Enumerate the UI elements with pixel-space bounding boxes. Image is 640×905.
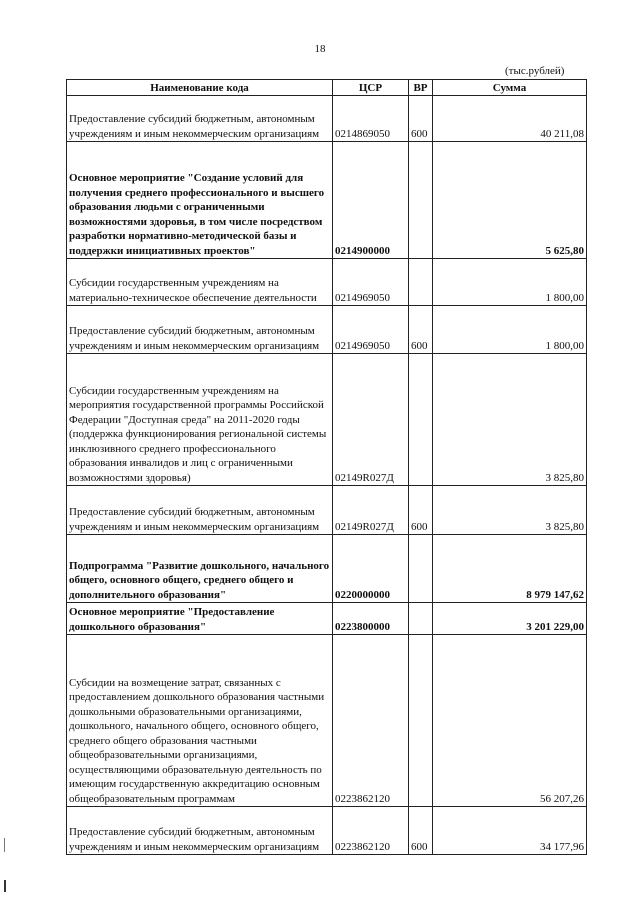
header-name: Наименование кода (67, 80, 333, 96)
row-sum: 8 979 147,62 (433, 535, 587, 603)
row-sum: 3 201 229,00 (433, 603, 587, 635)
table-row (67, 306, 587, 354)
row-vr (409, 635, 433, 807)
row-vr (409, 535, 433, 603)
table-row (67, 96, 587, 142)
row-csr: 0214969050 (333, 259, 409, 306)
row-vr: 600 (409, 486, 433, 535)
units-label: (тыс.рублей) (505, 65, 565, 77)
table-row (67, 603, 587, 635)
row-csr: 0214969050 (333, 306, 409, 354)
table-row (67, 142, 587, 259)
row-csr: 02149R027Д (333, 486, 409, 535)
header-csr: ЦСР (333, 80, 409, 96)
header-vr: ВР (409, 80, 433, 96)
row-csr: 0223800000 (333, 603, 409, 635)
row-vr (409, 142, 433, 259)
row-sum: 5 625,80 (433, 142, 587, 259)
row-vr: 600 (409, 807, 433, 855)
row-csr: 0223862120 (333, 635, 409, 807)
row-name: Предоставление субсидий бюджетным, автономным учреждениям и иным некоммерческим организациям (67, 306, 333, 354)
row-name: Предоставление субсидий бюджетным, автономным учреждениям и иным некоммерческим организациям (67, 807, 333, 855)
row-name: Основное мероприятие "Создание условий для получения среднего профессионального и высшего образования людьми с ограниченными возможностями здоровья, в том числе посредством разработки нормативно-методической базы и поддержки инициативных проектов" (67, 142, 333, 259)
row-name: Подпрограмма "Развитие дошкольного, начального общего, основного общего, среднего общего и дополнительного образования" (67, 535, 333, 603)
margin-mark-bottom (4, 880, 6, 892)
row-csr: 0223862120 (333, 807, 409, 855)
table-row (67, 635, 587, 807)
row-sum: 56 207,26 (433, 635, 587, 807)
row-vr (409, 259, 433, 306)
row-vr: 600 (409, 96, 433, 142)
row-name: Основное мероприятие "Предоставление дошкольного образования" (67, 603, 333, 635)
row-csr: 0214869050 (333, 96, 409, 142)
page-number: 18 (314, 43, 326, 55)
header-sum: Сумма (433, 80, 587, 96)
table-row (67, 354, 587, 486)
row-name: Предоставление субсидий бюджетным, автономным учреждениям и иным некоммерческим организациям (67, 486, 333, 535)
row-sum: 40 211,08 (433, 96, 587, 142)
margin-mark-top (4, 838, 5, 852)
table-row (67, 486, 587, 535)
row-vr (409, 354, 433, 486)
table-row (67, 807, 587, 855)
table-header-row (67, 80, 587, 96)
row-csr: 02149R027Д (333, 354, 409, 486)
row-sum: 3 825,80 (433, 486, 587, 535)
table-row (67, 259, 587, 306)
row-name: Субсидии на возмещение затрат, связанных с предоставлением дошкольного образования частными дошкольными образовательными организациями, дошкольного, начального общего, основного общего, среднего общего образования частными общеобразовательными организациями, осуществляющими образовательную деятельность по имеющим государственную аккредитацию основным общеобразовательным программам (67, 635, 333, 807)
row-csr: 0220000000 (333, 535, 409, 603)
row-sum: 34 177,96 (433, 807, 587, 855)
row-name: Субсидии государственным учреждениям на материально-техническое обеспечение деятельности (67, 259, 333, 306)
row-name: Субсидии государственным учреждениям на мероприятия государственной программы Российской Федерации "Доступная среда" на 2011-2020 годы (поддержка функционирования региональной системы инклюзивного среднего профессионального образования инвалидов и лиц с ограниченными возможностями здоровья) (67, 354, 333, 486)
row-sum: 1 800,00 (433, 306, 587, 354)
budget-table (66, 79, 587, 855)
row-sum: 1 800,00 (433, 259, 587, 306)
table-row (67, 535, 587, 603)
row-vr (409, 603, 433, 635)
row-vr: 600 (409, 306, 433, 354)
row-sum: 3 825,80 (433, 354, 587, 486)
row-csr: 0214900000 (333, 142, 409, 259)
row-name: Предоставление субсидий бюджетным, автономным учреждениям и иным некоммерческим организациям (67, 96, 333, 142)
